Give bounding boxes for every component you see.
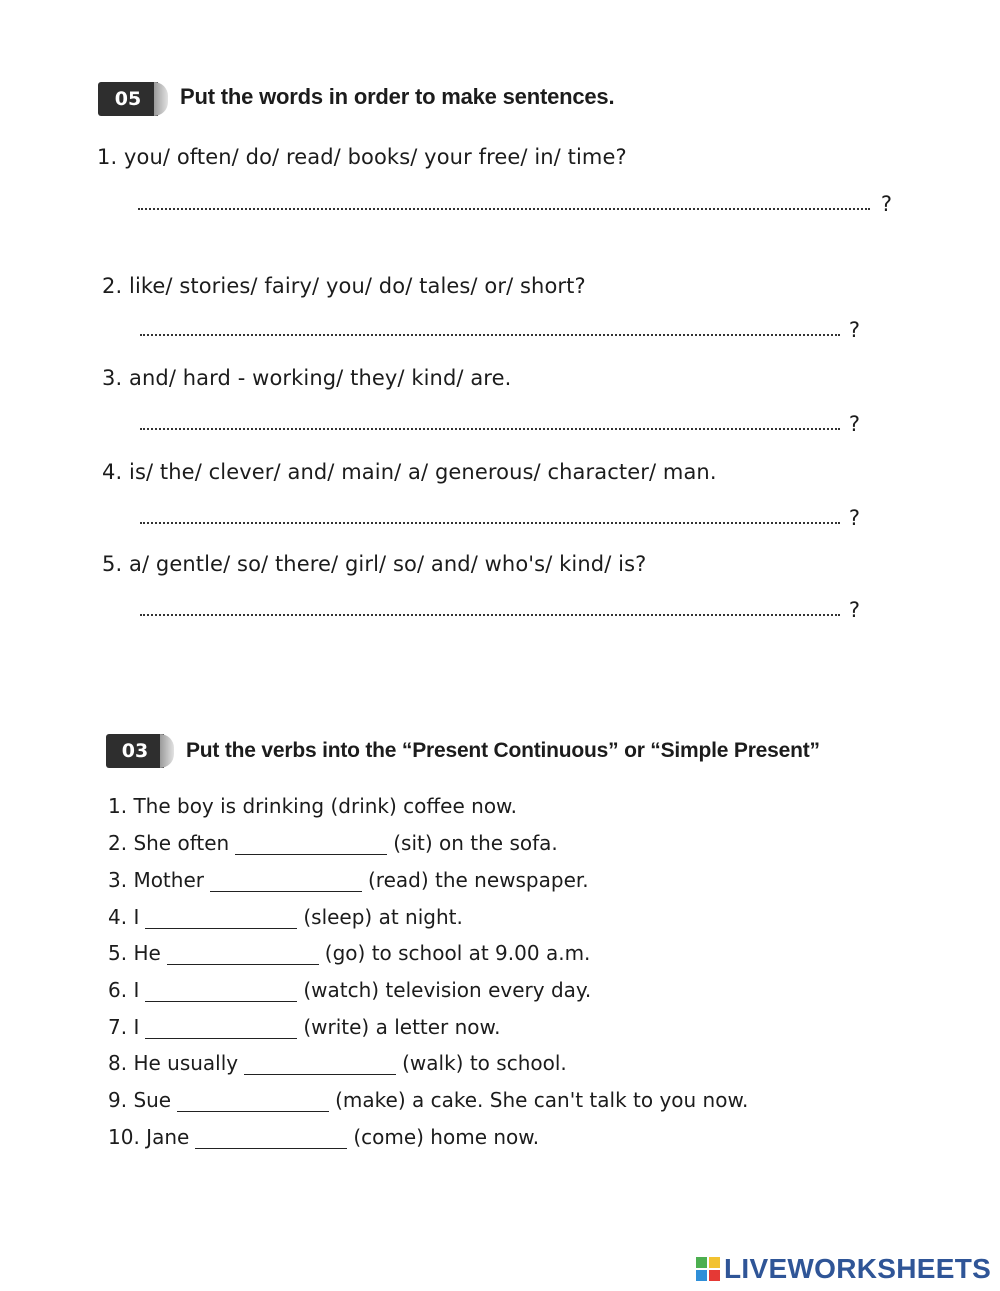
- section-title: Put the words in order to make sentences.: [180, 84, 615, 109]
- verb-blank[interactable]: [235, 828, 387, 855]
- sentence-start: 3. Mother: [108, 868, 204, 892]
- answer-line: [140, 316, 860, 342]
- sentence-start: 10. Jane: [108, 1125, 190, 1149]
- exercise-row: [108, 1009, 500, 1039]
- question-prompt: 1. you/ often/ do/ read/ books/ your free/ in/ time?: [97, 145, 627, 169]
- question-mark: ?: [880, 192, 892, 216]
- answer-line: [140, 504, 860, 530]
- verb-blank[interactable]: [177, 1085, 329, 1112]
- verb-blank[interactable]: [210, 865, 362, 892]
- logo-text: LIVEWORKSHEETS: [724, 1253, 992, 1284]
- question-mark: ?: [848, 318, 860, 342]
- sentence-start: 5. He: [108, 941, 161, 965]
- section-number: 05: [114, 88, 142, 110]
- section-badge: [106, 734, 164, 768]
- verb-blank[interactable]: [145, 1012, 297, 1039]
- answer-input[interactable]: [140, 504, 840, 530]
- exercise-row: [108, 825, 558, 855]
- section-number: 03: [121, 740, 149, 762]
- exercise-row: [108, 1119, 539, 1149]
- verb-blank[interactable]: [244, 1048, 396, 1075]
- verb-blank[interactable]: [167, 938, 319, 965]
- sentence-end: (sit) on the sofa.: [393, 831, 558, 855]
- section-title: Put the verbs into the “Present Continuous” or “Simple Present”: [186, 739, 820, 762]
- question-prompt: 2. like/ stories/ fairy/ you/ do/ tales/ or/ short?: [102, 274, 586, 298]
- liveworksheets-logo: [696, 1253, 991, 1285]
- question-prompt: 5. a/ gentle/ so/ there/ girl/ so/ and/ who's/ kind/ is?: [102, 552, 647, 576]
- sentence-end: (walk) to school.: [402, 1051, 567, 1075]
- answer-input[interactable]: [140, 316, 840, 342]
- section-badge: [98, 82, 158, 116]
- answer-input[interactable]: [140, 410, 840, 436]
- question-mark: ?: [848, 412, 860, 436]
- logo-square: [709, 1270, 720, 1281]
- exercise-row: [108, 1082, 748, 1112]
- sentence-end: (make) a cake. She can't talk to you now.: [335, 1088, 749, 1112]
- answer-line: [138, 190, 892, 216]
- question-mark: ?: [848, 506, 860, 530]
- example-sentence: 1. The boy is drinking (drink) coffee now.: [108, 794, 517, 818]
- sentence-start: 7. I: [108, 1015, 140, 1039]
- sentence-start: 9. Sue: [108, 1088, 172, 1112]
- question-mark: ?: [848, 598, 860, 622]
- verb-blank[interactable]: [145, 975, 297, 1002]
- verb-blank[interactable]: [195, 1122, 347, 1149]
- sentence-end: (come) home now.: [353, 1125, 540, 1149]
- answer-input[interactable]: [140, 596, 840, 622]
- logo-square: [709, 1257, 720, 1268]
- sentence-end: (go) to school at 9.00 a.m.: [324, 941, 591, 965]
- sentence-start: 8. He usually: [108, 1051, 239, 1075]
- sentence-start: 4. I: [108, 905, 140, 929]
- answer-line: [140, 410, 860, 436]
- answer-input[interactable]: [138, 190, 870, 216]
- question-prompt: 4. is/ the/ clever/ and/ main/ a/ generous/ character/ man.: [102, 460, 717, 484]
- exercise-row: [108, 972, 591, 1002]
- logo-square: [696, 1257, 707, 1268]
- verb-blank[interactable]: [145, 902, 297, 929]
- logo-square: [696, 1270, 707, 1281]
- question-prompt: 3. and/ hard - working/ they/ kind/ are.: [102, 366, 512, 390]
- exercise-row: [108, 899, 463, 929]
- exercise-row: [108, 935, 590, 965]
- sentence-end: (sleep) at night.: [303, 905, 463, 929]
- sentence-end: (write) a letter now.: [303, 1015, 501, 1039]
- sentence-end: (watch) television every day.: [303, 978, 592, 1002]
- logo-icon: [696, 1257, 720, 1281]
- sentence-end: (read) the newspaper.: [367, 868, 589, 892]
- sentence-start: 2. She often: [108, 831, 230, 855]
- exercise-row: [108, 862, 589, 892]
- sentence-start: 6. I: [108, 978, 140, 1002]
- exercise-row: [108, 1045, 567, 1075]
- answer-line: [140, 596, 860, 622]
